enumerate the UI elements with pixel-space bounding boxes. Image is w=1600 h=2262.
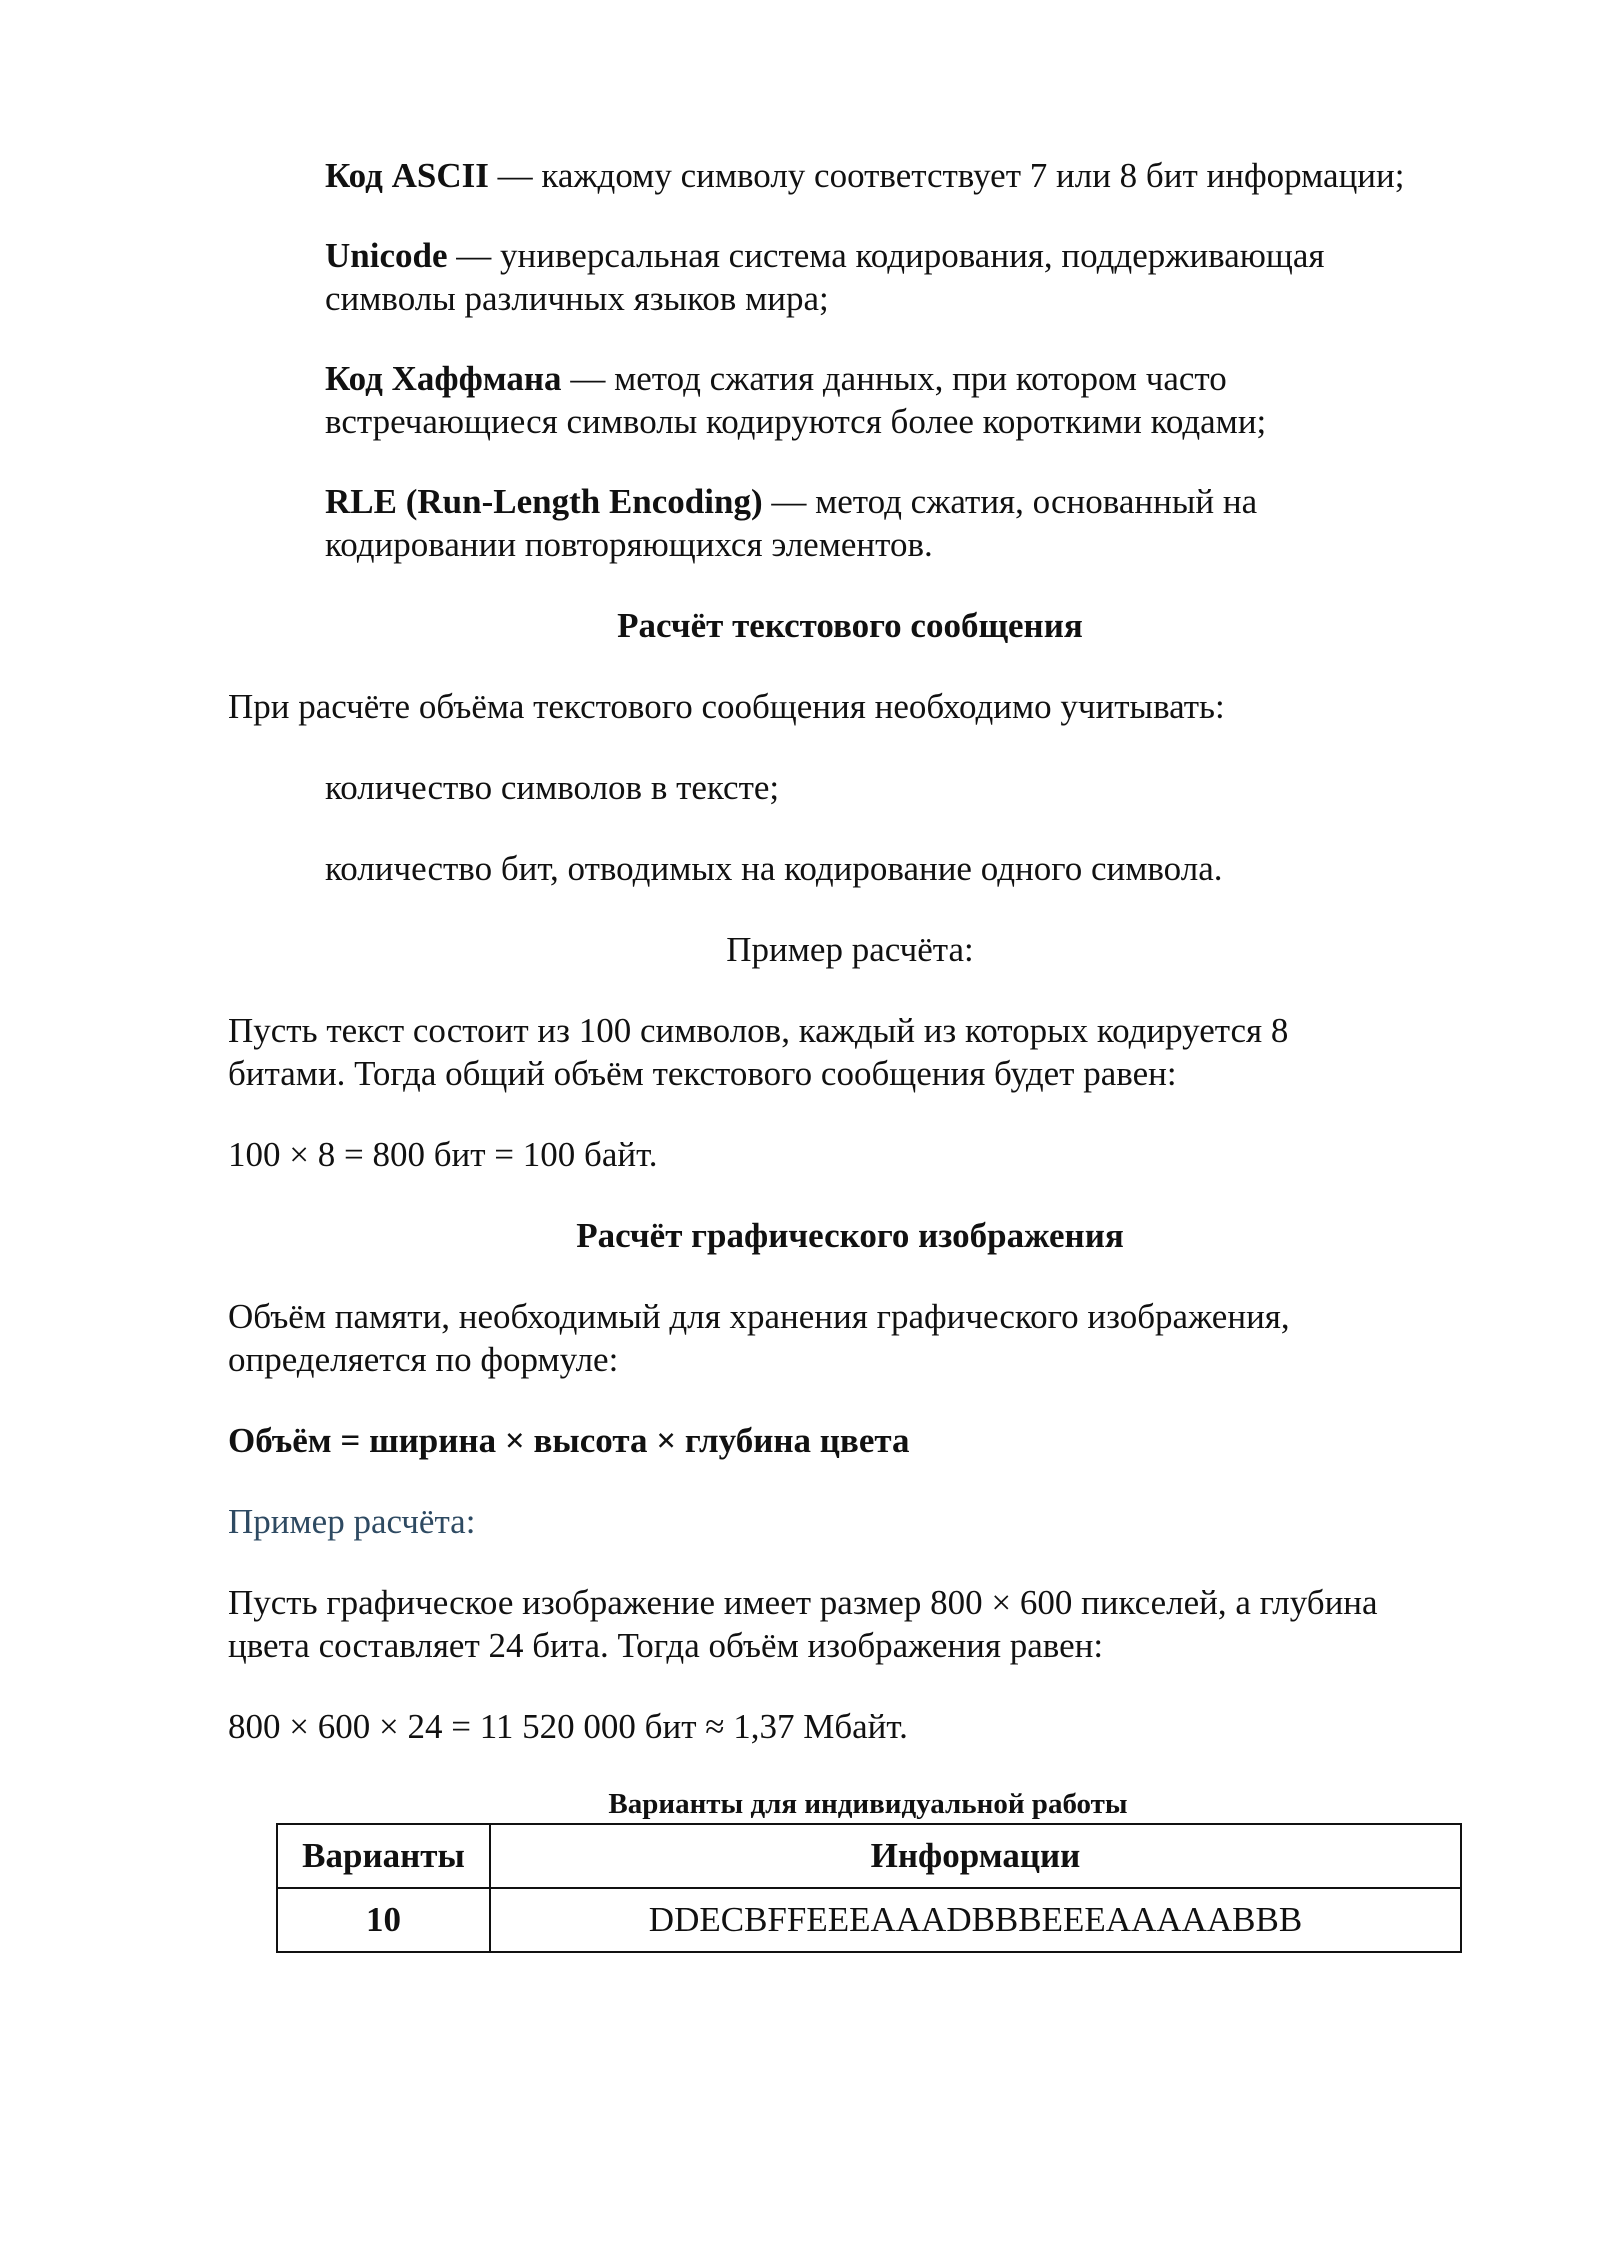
definition-huffman [325,357,1227,400]
example-label: Пример расчёта: [726,930,974,969]
table-header-cell: Информации [490,1824,1461,1888]
variants-table [276,1823,1462,1953]
table-header-cell: Варианты [277,1824,490,1888]
definition-text-continuation: кодировании повторяющихся элементов. [325,525,933,564]
paragraph-image-intro-continuation: определяется по формуле: [228,1340,619,1379]
definition-term: Код ASCII [325,156,489,195]
section-heading-image: Расчёт графического изображения [576,1216,1124,1255]
definition-text-continuation: встречающиеся символы кодируются более короткими кодами; [325,402,1267,441]
paragraph-example: Пусть текст состоит из 100 символов, каждый из которых кодируется 8 [228,1011,1289,1050]
table-header-row [277,1824,1461,1888]
definition-text: — универсальная система кодирования, поддерживающая [456,236,1325,275]
paragraph-example: Пусть графическое изображение имеет размер 800 × 600 пикселей, а глубина [228,1583,1378,1622]
definition-text: — метод сжатия данных, при котором часто [570,359,1227,398]
definition-rle [325,480,1257,523]
formula: Объём = ширина × высота × глубина цвета [228,1421,910,1460]
calculation-result: 800 × 600 × 24 = 11 520 000 бит ≈ 1,37 Мбайт. [228,1707,908,1746]
list-item: количество символов в тексте; [325,768,780,807]
table-cell: 10 [277,1888,490,1952]
paragraph-example-continuation: битами. Тогда общий объём текстового сообщения будет равен: [228,1054,1177,1093]
calculation-result: 100 × 8 = 800 бит = 100 байт. [228,1135,658,1174]
paragraph-image-intro: Объём памяти, необходимый для хранения графического изображения, [228,1297,1290,1336]
list-item: количество бит, отводимых на кодирование одного символа. [325,849,1223,888]
paragraph-example-continuation: цвета составляет 24 бита. Тогда объём изображения равен: [228,1626,1104,1665]
table-row [277,1888,1461,1952]
table-cell: DDECBFFEEEAAADBBBEEEAAAAABBB [490,1888,1461,1952]
definition-text: — метод сжатия, основанный на [771,482,1258,521]
definition-unicode [325,234,1325,277]
example-label: Пример расчёта: [228,1502,476,1541]
definition-text: — каждому символу соответствует 7 или 8 бит информации; [497,156,1405,195]
paragraph-text-intro: При расчёте объёма текстового сообщения необходимо учитывать: [228,687,1225,726]
definition-text-continuation: символы различных языков мира; [325,279,829,318]
section-heading-text-message: Расчёт текстового сообщения [617,606,1083,645]
definition-term: Unicode [325,236,448,275]
table-caption: Варианты для индивидуальной работы [608,1788,1128,1820]
definition-term: Код Хаффмана [325,359,562,398]
definition-ascii [325,154,1404,197]
definition-term: RLE (Run-Length Encoding) [325,482,763,521]
